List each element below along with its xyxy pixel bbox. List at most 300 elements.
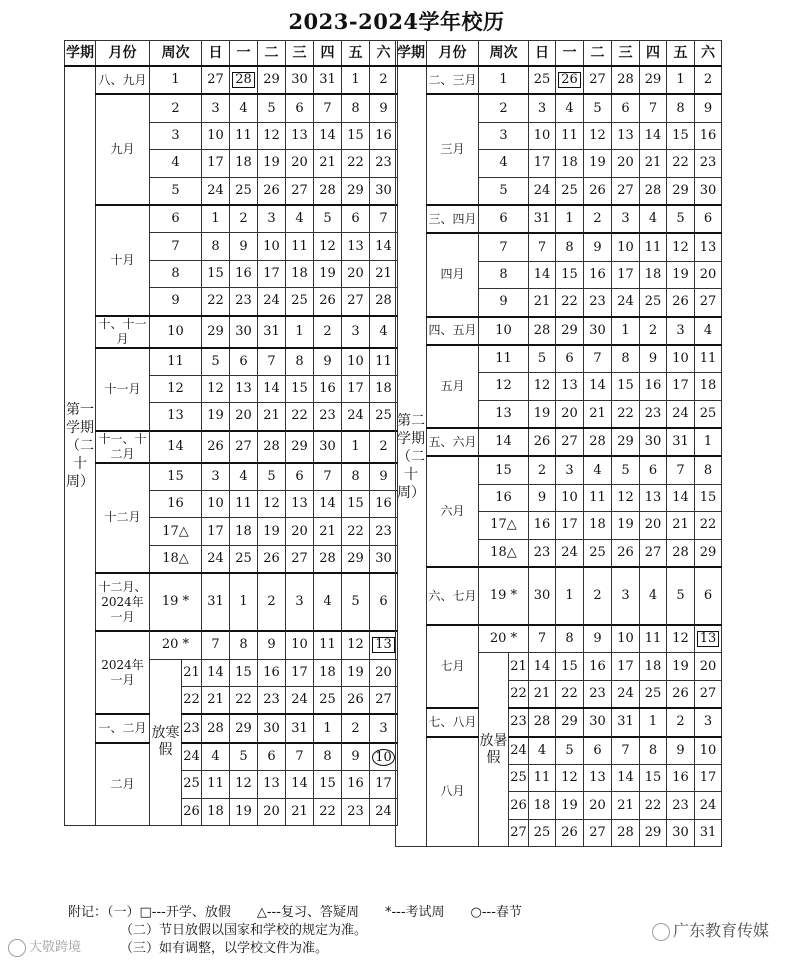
header-row [65, 41, 398, 67]
day-cell: 13 [695, 233, 722, 261]
watermark-right-text: 广东教育传媒 [672, 921, 769, 940]
day-cell: 14 [370, 233, 398, 260]
day-cell: 25 [370, 403, 398, 431]
week-number: 3 [150, 122, 202, 149]
day-cell: 18 [230, 150, 258, 177]
day-cell: 17 [286, 659, 314, 686]
week-row [65, 631, 398, 659]
week-row [65, 348, 398, 376]
day-cell: 10 [258, 233, 286, 260]
week-number: 14 [150, 431, 202, 463]
week-row [396, 205, 722, 233]
day-cell: 24 [612, 289, 640, 317]
week-number: 9 [150, 288, 202, 316]
day-cell: 14 [667, 484, 695, 511]
day-cell: 6 [695, 567, 722, 625]
day-cell: 30 [230, 316, 258, 348]
day-cell: 8 [314, 743, 342, 771]
day-cell [230, 66, 258, 94]
week-number: 25 [509, 764, 529, 791]
day-cell: 9 [584, 625, 612, 653]
day-cell: 24 [556, 539, 584, 567]
week-number: 2 [150, 94, 202, 122]
note-line-1: （一）□---开学、放假 △---复习、答疑周 *---考试周 ○---春节 [107, 905, 522, 920]
day-cell: 8 [342, 94, 370, 122]
day-cell: 1 [556, 205, 584, 233]
day-cell: 23 [370, 150, 398, 177]
day-cell: 26 [529, 428, 556, 456]
day-cell: 11 [640, 625, 667, 653]
week-row [65, 316, 398, 348]
day-cell: 17 [342, 375, 370, 402]
day-cell: 31 [612, 708, 640, 736]
day-cell: 1 [286, 316, 314, 348]
day-cell: 25 [695, 400, 722, 428]
day-cell: 3 [612, 205, 640, 233]
day-cell: 8 [612, 345, 640, 373]
day-cell: 15 [202, 260, 230, 287]
day-cell: 8 [556, 625, 584, 653]
week-number: 24 [509, 737, 529, 765]
day-cell: 23 [258, 687, 286, 715]
day-cell: 25 [230, 545, 258, 573]
day-cell: 9 [695, 94, 722, 122]
day-cell: 20 [695, 261, 722, 288]
day-cell: 14 [612, 764, 640, 791]
day-cell: 13 [286, 491, 314, 518]
header-3: 日 [529, 41, 556, 67]
week-number: 9 [479, 289, 529, 317]
day-cell: 18 [314, 659, 342, 686]
day-cell: 7 [258, 348, 286, 376]
day-cell: 7 [286, 743, 314, 771]
day-cell: 18 [640, 261, 667, 288]
day-cell: 18 [695, 373, 722, 400]
day-cell: 25 [230, 177, 258, 205]
day-cell: 26 [667, 289, 695, 317]
day-cell: 4 [640, 567, 667, 625]
week-number: 15 [150, 463, 202, 491]
week-number: 12 [479, 373, 529, 400]
day-cell: 14 [258, 375, 286, 402]
month-cell: 十一、十二月 [96, 431, 150, 463]
week-number: 27 [509, 819, 529, 846]
day-cell: 9 [667, 737, 695, 765]
day-cell: 26 [584, 177, 612, 205]
day-cell: 18 [640, 653, 667, 680]
header-4: 一 [230, 41, 258, 67]
day-cell: 12 [342, 631, 370, 659]
day-cell: 12 [314, 233, 342, 260]
day-cell: 6 [612, 94, 640, 122]
day-cell: 21 [258, 403, 286, 431]
day-cell: 19 [584, 150, 612, 177]
day-cell: 29 [286, 431, 314, 463]
day-cell: 21 [314, 150, 342, 177]
day-cell: 10 [695, 737, 722, 765]
day-cell: 7 [314, 463, 342, 491]
day-cell: 21 [584, 400, 612, 428]
day-cell: 28 [529, 317, 556, 345]
day-cell: 31 [529, 205, 556, 233]
day-cell: 7 [314, 94, 342, 122]
day-cell: 29 [695, 539, 722, 567]
day-cell: 5 [667, 205, 695, 233]
day-cell: 19 [667, 261, 695, 288]
day-cell: 1 [202, 205, 230, 233]
day-cell: 17 [370, 771, 398, 798]
day-cell: 10 [202, 122, 230, 149]
day-cell: 27 [695, 680, 722, 708]
day-cell: 5 [667, 567, 695, 625]
day-cell: 16 [230, 260, 258, 287]
month-cell: 六月 [427, 456, 479, 567]
day-cell: 30 [695, 177, 722, 205]
day-cell: 10 [342, 348, 370, 376]
day-cell: 30 [667, 819, 695, 846]
day-cell: 8 [640, 737, 667, 765]
week-number: 6 [150, 205, 202, 233]
week-number: 22 [509, 680, 529, 708]
header-0: 学期 [65, 41, 96, 67]
day-cell: 27 [640, 539, 667, 567]
day-cell: 12 [612, 484, 640, 511]
day-cell: 19 [342, 659, 370, 686]
day-cell: 28 [612, 819, 640, 846]
week-number: 16 [479, 484, 529, 511]
month-cell: 二月 [96, 743, 150, 826]
header-0: 学期 [396, 41, 427, 67]
day-cell: 9 [640, 345, 667, 373]
week-number: 20 * [479, 625, 529, 653]
day-cell: 4 [640, 205, 667, 233]
day-cell: 20 [584, 792, 612, 819]
day-cell: 4 [230, 94, 258, 122]
day-cell: 14 [529, 261, 556, 288]
day-cell: 14 [640, 122, 667, 149]
day-cell: 2 [230, 205, 258, 233]
week-number: 17△ [479, 512, 529, 539]
day-cell: 15 [612, 373, 640, 400]
day-cell: 19 [667, 653, 695, 680]
day-cell: 21 [529, 289, 556, 317]
week-number: 5 [150, 177, 202, 205]
day-cell: 5 [529, 345, 556, 373]
day-cell: 11 [314, 631, 342, 659]
day-cell: 24 [202, 177, 230, 205]
holiday-label: 放寒假 [150, 659, 182, 825]
watermark-left [8, 936, 81, 957]
day-cell: 2 [640, 317, 667, 345]
day-cell: 7 [612, 737, 640, 765]
week-row [396, 428, 722, 456]
day-cell: 21 [202, 687, 230, 715]
day-cell: 20 [342, 260, 370, 287]
day-cell: 29 [556, 708, 584, 736]
day-cell: 5 [230, 743, 258, 771]
week-row [65, 66, 398, 94]
holiday-week-row [396, 737, 722, 765]
day-cell: 8 [286, 348, 314, 376]
day-cell: 2 [258, 573, 286, 631]
week-row [396, 567, 722, 625]
watermark-left-text: 大敬跨境 [29, 940, 82, 955]
day-cell: 27 [556, 428, 584, 456]
week-number: 8 [150, 260, 202, 287]
week-number: 26 [509, 792, 529, 819]
day-cell: 11 [370, 348, 398, 376]
day-cell: 25 [314, 687, 342, 715]
day-cell: 16 [529, 512, 556, 539]
day-cell: 27 [612, 177, 640, 205]
day-cell: 15 [667, 122, 695, 149]
day-cell: 28 [258, 431, 286, 463]
day-cell: 30 [529, 567, 556, 625]
week-number: 6 [479, 205, 529, 233]
day-cell: 21 [667, 512, 695, 539]
week-row [65, 463, 398, 491]
spring-festival-mark: 10 [372, 749, 395, 766]
start-day-mark: 26 [558, 72, 581, 88]
day-cell: 23 [230, 288, 258, 316]
day-cell: 18 [556, 150, 584, 177]
day-cell: 7 [370, 205, 398, 233]
day-cell: 29 [202, 316, 230, 348]
day-cell: 16 [370, 122, 398, 149]
day-cell: 16 [667, 764, 695, 791]
week-number: 15 [479, 456, 529, 484]
day-cell: 17 [529, 150, 556, 177]
week-row [396, 233, 722, 261]
month-cell: 八月 [427, 737, 479, 847]
day-cell: 28 [314, 177, 342, 205]
day-cell: 4 [230, 463, 258, 491]
day-cell: 20 [230, 403, 258, 431]
day-cell: 31 [258, 316, 286, 348]
week-row [65, 94, 398, 122]
day-cell: 26 [612, 539, 640, 567]
day-cell [695, 625, 722, 653]
day-cell: 8 [230, 631, 258, 659]
day-cell: 23 [370, 518, 398, 545]
day-cell: 1 [556, 567, 584, 625]
day-cell: 21 [529, 680, 556, 708]
day-cell: 12 [529, 373, 556, 400]
month-cell: 五月 [427, 345, 479, 428]
week-number: 24 [182, 743, 202, 771]
day-cell: 9 [342, 743, 370, 771]
week-number: 1 [479, 66, 529, 94]
day-cell: 16 [584, 653, 612, 680]
day-cell: 15 [556, 261, 584, 288]
day-cell: 2 [584, 567, 612, 625]
day-cell: 17 [667, 373, 695, 400]
day-cell: 25 [529, 66, 556, 94]
day-cell: 25 [640, 680, 667, 708]
day-cell: 28 [667, 539, 695, 567]
note-line-2: （二）节日放假以国家和学校的规定为准。 [120, 923, 368, 938]
day-cell: 11 [695, 345, 722, 373]
header-7: 四 [314, 41, 342, 67]
week-number: 16 [150, 491, 202, 518]
watermark-logo-icon [8, 939, 26, 957]
month-cell: 一、二月 [96, 714, 150, 742]
week-row [396, 66, 722, 94]
day-cell: 29 [342, 545, 370, 573]
day-cell: 1 [314, 714, 342, 742]
day-cell: 15 [556, 653, 584, 680]
day-cell: 20 [695, 653, 722, 680]
day-cell: 5 [258, 94, 286, 122]
day-cell: 6 [342, 205, 370, 233]
header-2: 周次 [479, 41, 529, 67]
day-cell: 24 [286, 687, 314, 715]
header-3: 日 [202, 41, 230, 67]
day-cell: 1 [342, 66, 370, 94]
holiday-label: 放暑假 [479, 653, 509, 847]
day-cell: 12 [258, 491, 286, 518]
day-cell: 4 [584, 456, 612, 484]
month-cell: 十一月 [96, 348, 150, 431]
day-cell: 20 [640, 512, 667, 539]
week-number: 12 [150, 375, 202, 402]
day-cell: 7 [202, 631, 230, 659]
week-number: 7 [150, 233, 202, 260]
day-cell: 13 [556, 373, 584, 400]
day-cell: 20 [612, 150, 640, 177]
day-cell: 25 [529, 819, 556, 846]
day-cell: 18 [202, 798, 230, 825]
day-cell: 24 [667, 400, 695, 428]
day-cell: 13 [584, 764, 612, 791]
day-cell: 27 [230, 431, 258, 463]
day-cell: 4 [695, 317, 722, 345]
day-cell: 13 [258, 771, 286, 798]
day-cell: 9 [230, 233, 258, 260]
day-cell: 15 [342, 122, 370, 149]
day-cell: 7 [640, 94, 667, 122]
day-cell: 30 [640, 428, 667, 456]
day-cell: 31 [286, 714, 314, 742]
day-cell: 13 [342, 233, 370, 260]
month-cell: 三、四月 [427, 205, 479, 233]
day-cell: 25 [584, 539, 612, 567]
day-cell: 11 [230, 491, 258, 518]
header-4: 一 [556, 41, 584, 67]
day-cell: 22 [640, 792, 667, 819]
day-cell: 6 [640, 456, 667, 484]
day-cell: 19 [230, 798, 258, 825]
week-number: 18△ [150, 545, 202, 573]
header-7: 四 [640, 41, 667, 67]
week-row [65, 573, 398, 631]
day-cell: 10 [286, 631, 314, 659]
day-cell: 3 [202, 463, 230, 491]
day-cell: 22 [667, 150, 695, 177]
week-number: 13 [150, 403, 202, 431]
day-cell: 11 [529, 764, 556, 791]
month-cell: 十、十一月 [96, 316, 150, 348]
day-cell: 22 [314, 798, 342, 825]
day-cell: 17 [556, 512, 584, 539]
day-cell: 16 [314, 375, 342, 402]
day-cell: 19 [258, 150, 286, 177]
week-number: 22 [182, 687, 202, 715]
day-cell: 8 [695, 456, 722, 484]
day-cell: 22 [230, 687, 258, 715]
day-cell: 29 [667, 177, 695, 205]
day-cell: 8 [556, 233, 584, 261]
day-cell: 19 [314, 260, 342, 287]
week-number: 25 [182, 771, 202, 798]
day-cell: 23 [314, 403, 342, 431]
week-number: 2 [479, 94, 529, 122]
day-cell: 20 [286, 518, 314, 545]
day-cell: 1 [667, 66, 695, 94]
day-cell: 5 [612, 456, 640, 484]
day-cell: 4 [314, 573, 342, 631]
week-number: 21 [509, 653, 529, 680]
day-cell: 30 [314, 431, 342, 463]
day-cell: 30 [584, 317, 612, 345]
day-cell: 21 [314, 518, 342, 545]
day-cell: 28 [202, 714, 230, 742]
header-9: 六 [695, 41, 722, 67]
day-cell: 12 [556, 764, 584, 791]
day-cell: 28 [584, 428, 612, 456]
month-cell: 六、七月 [427, 567, 479, 625]
day-cell: 14 [202, 659, 230, 686]
day-cell: 16 [584, 261, 612, 288]
day-cell: 5 [258, 463, 286, 491]
day-cell: 11 [584, 484, 612, 511]
day-cell: 19 [612, 512, 640, 539]
day-cell [556, 66, 584, 94]
day-cell: 30 [370, 177, 398, 205]
wechat-icon [652, 923, 670, 941]
day-cell: 24 [370, 798, 398, 825]
day-cell: 22 [202, 288, 230, 316]
day-cell: 30 [286, 66, 314, 94]
day-cell: 14 [584, 373, 612, 400]
day-cell: 4 [370, 316, 398, 348]
day-cell: 30 [370, 545, 398, 573]
semester-one-table [64, 40, 398, 826]
week-number: 23 [182, 714, 202, 742]
day-cell: 26 [202, 431, 230, 463]
week-row [396, 456, 722, 484]
day-cell: 21 [640, 150, 667, 177]
day-cell: 22 [556, 680, 584, 708]
day-cell: 23 [667, 792, 695, 819]
day-cell: 12 [258, 122, 286, 149]
day-cell: 18 [230, 518, 258, 545]
day-cell: 22 [612, 400, 640, 428]
week-number: 17△ [150, 518, 202, 545]
week-number: 10 [479, 317, 529, 345]
header-1: 月份 [96, 41, 150, 67]
header-6: 三 [286, 41, 314, 67]
day-cell [370, 743, 398, 771]
header-5: 二 [258, 41, 286, 67]
day-cell: 24 [529, 177, 556, 205]
week-number: 11 [150, 348, 202, 376]
day-cell: 25 [286, 288, 314, 316]
week-row [65, 431, 398, 463]
day-cell: 28 [612, 66, 640, 94]
day-cell: 24 [695, 792, 722, 819]
month-cell: 四月 [427, 233, 479, 316]
